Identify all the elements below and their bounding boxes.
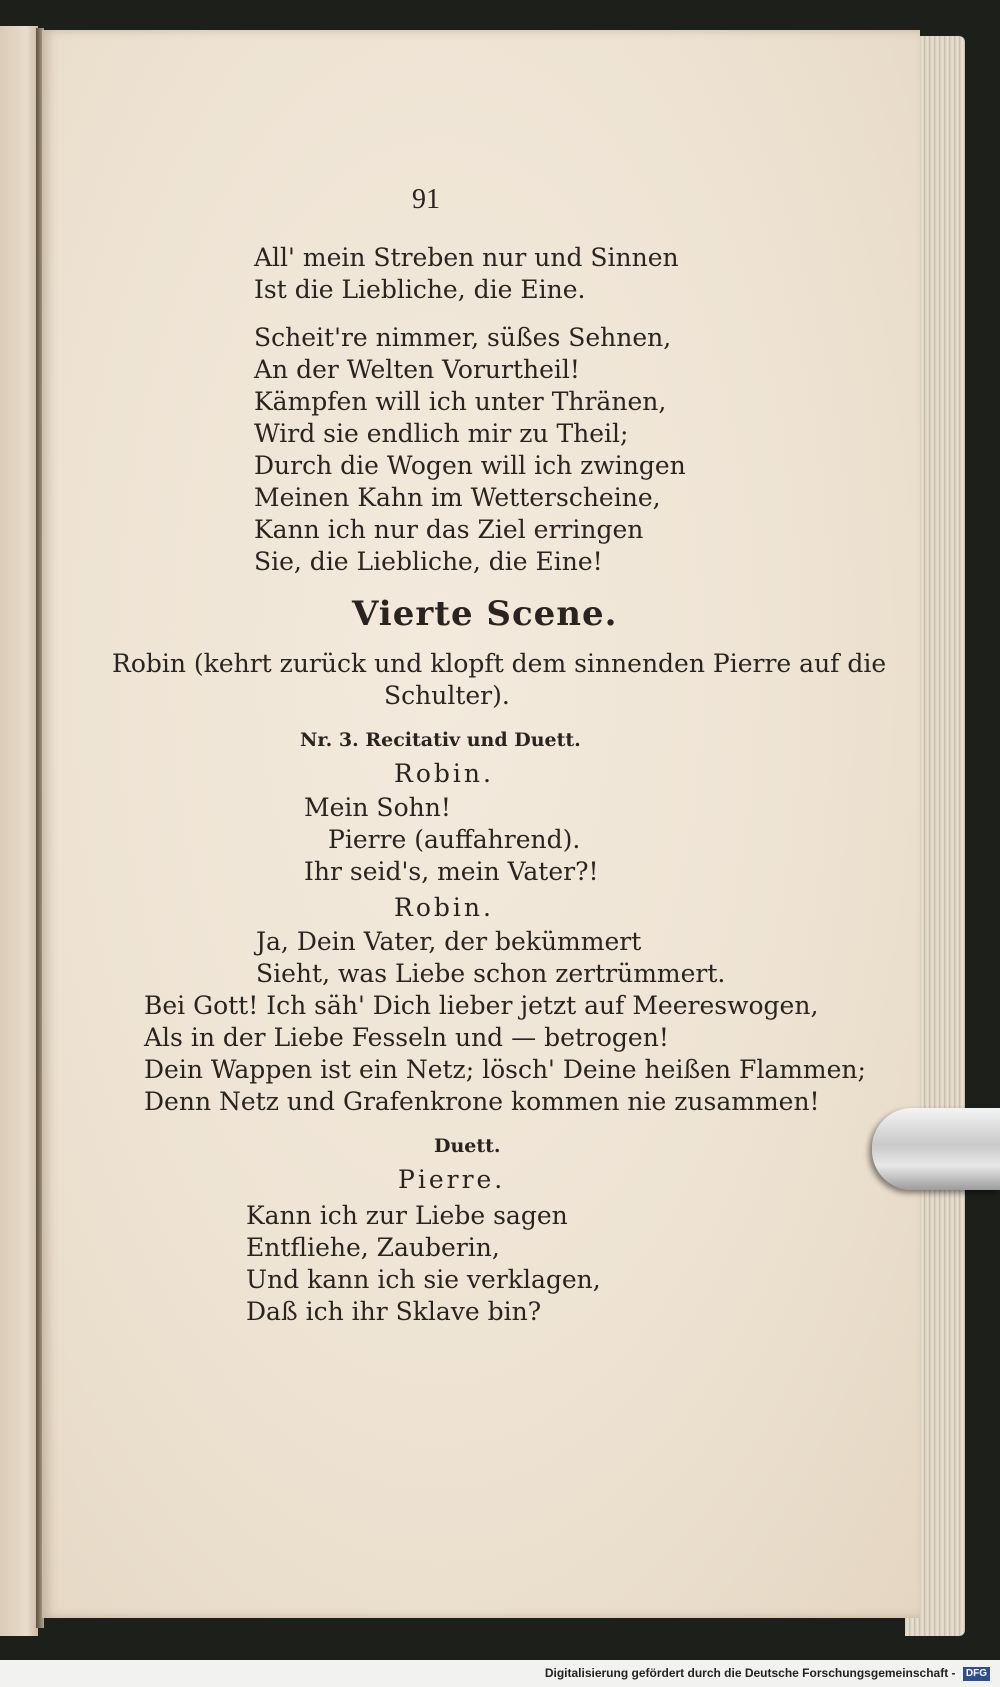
verse-line: Sie, die Liebliche, die Eine! [254,547,603,576]
page-number: 91 [412,184,440,215]
verse-line: An der Welten Vorurtheil! [254,355,580,384]
duet-line: Kann ich zur Liebe sagen [246,1201,568,1230]
dialogue-line: Ja, Dein Vater, der bekümmert [256,927,642,956]
facing-page-edge [0,26,38,1636]
number-heading: Nr. 3. Recitativ und Duett. [300,729,581,751]
verse-line: Scheit're nimmer, süßes Sehnen, [254,323,672,352]
dialogue-line: Mein Sohn! [304,793,451,822]
dialogue-line: Bei Gott! Ich säh' Dich lieber jetzt auf Meereswogen, [144,991,819,1020]
verse-line: Ist die Liebliche, die Eine. [254,275,586,304]
stage-direction: Schulter). [384,681,510,710]
verse-line: Kann ich nur das Ziel erringen [254,515,644,544]
verse-line: All' mein Streben nur und Sinnen [254,243,679,272]
book-page [42,30,920,1618]
dialogue-line: Denn Netz und Grafenkrone kommen nie zusammen! [144,1087,820,1116]
dfg-logo-icon: DFG [963,1667,990,1681]
verse-line: Kämpfen will ich unter Thränen, [254,387,667,416]
digitization-footer [0,1662,990,1684]
duet-line: Entfliehe, Zauberin, [246,1233,500,1262]
speaker-name: Robin. [394,893,494,922]
duet-heading: Duett. [434,1135,501,1157]
dialogue-line: Ihr seid's, mein Vater?! [304,857,599,886]
dialogue-line: Dein Wappen ist ein Netz; lösch' Deine heißen Flammen; [144,1055,866,1084]
speaker-name: Pierre. [398,1165,506,1194]
dialogue-line: Sieht, was Liebe schon zertrümmert. [256,959,726,988]
speaker-name: Robin. [394,759,494,788]
duet-line: Und kann ich sie verklagen, [246,1265,601,1294]
footer-text: Digitalisierung gefördert durch die Deutsche Forschungsgemeinschaft - [544,1666,956,1680]
scene-title: Vierte Scene. [352,594,618,634]
duet-line: Daß ich ihr Sklave bin? [246,1297,542,1326]
verse-line: Meinen Kahn im Wetterscheine, [254,483,661,512]
speaker-name: Pierre (auffahrend). [328,825,581,854]
page-clip [872,1108,1000,1190]
dialogue-line: Als in der Liebe Fesseln und — betrogen! [144,1023,669,1052]
stage-direction: Robin (kehrt zurück und klopft dem sinnenden Pierre auf die [112,649,887,678]
verse-line: Durch die Wogen will ich zwingen [254,451,686,480]
verse-line: Wird sie endlich mir zu Theil; [254,419,629,448]
